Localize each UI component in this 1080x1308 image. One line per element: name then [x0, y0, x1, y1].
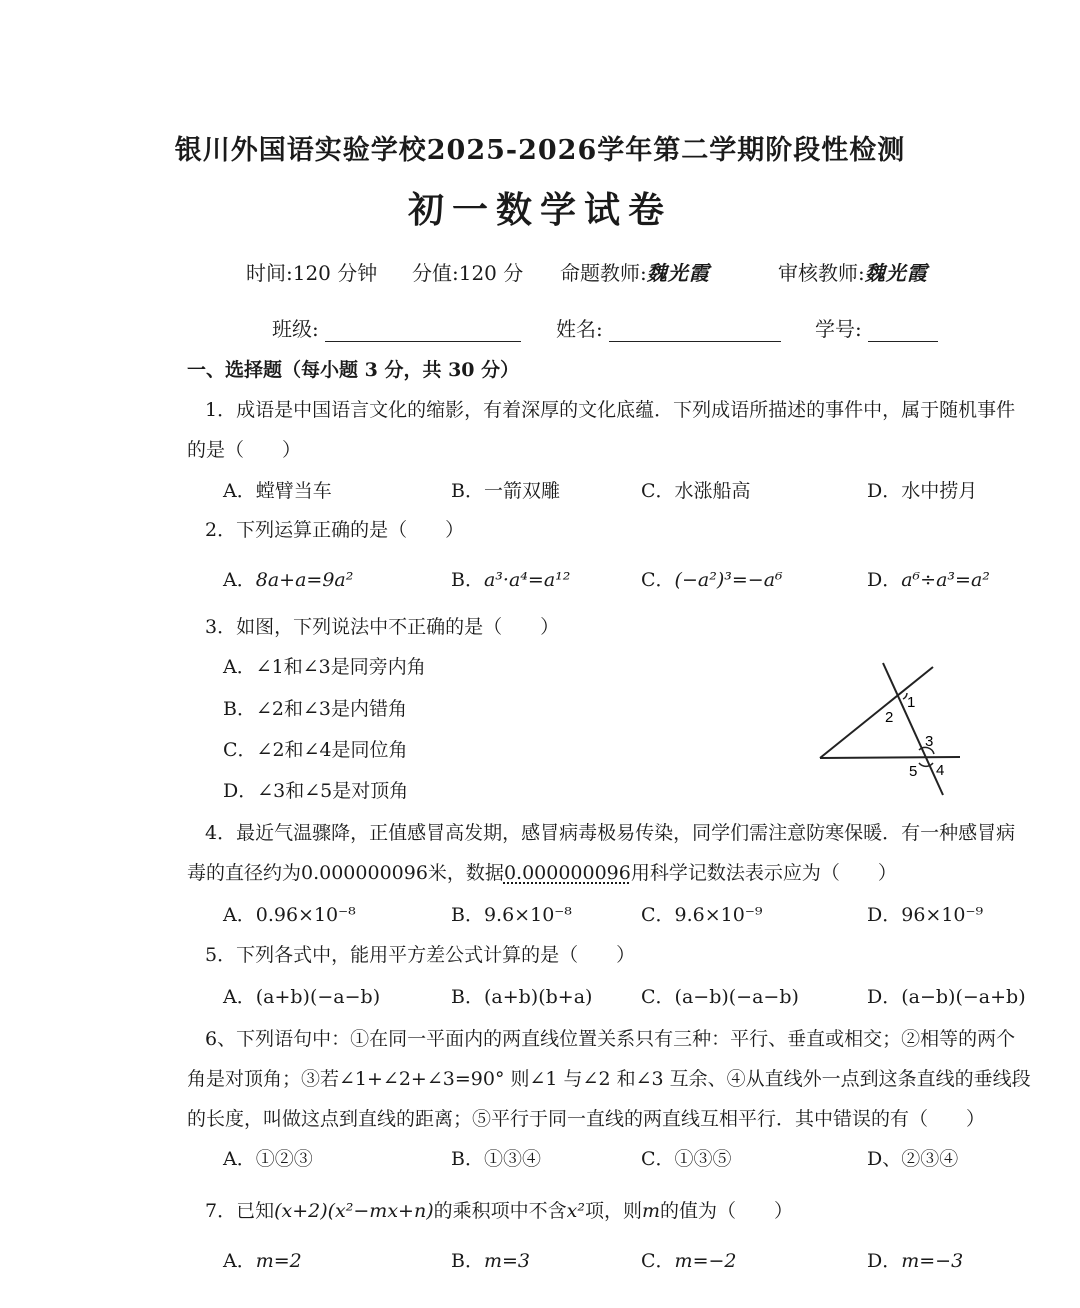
q7-stem-part-a: 7．已知: [205, 1200, 275, 1222]
q1-option-d: D．水中捞月: [867, 480, 978, 502]
q2-option-c-math: (−a²)³=−a⁶: [674, 569, 783, 591]
q7-variable: m: [641, 1200, 661, 1222]
reviewer-label: 审核教师:: [778, 261, 865, 285]
name-label: 姓名:: [556, 317, 603, 341]
q7-option-b: [451, 1246, 530, 1273]
q7-stem: [205, 1196, 793, 1223]
q2-option-b: [451, 565, 570, 592]
q3-option-d: D．∠3和∠5是对顶角: [223, 780, 409, 802]
q6-option-b: B．①③④: [451, 1148, 541, 1170]
q4-option-c-letter: C．: [641, 904, 675, 926]
q6-option-a: A．①②③: [223, 1148, 313, 1170]
q2-option-d-math: a⁶÷a³=a²: [901, 569, 990, 591]
class-field: [272, 313, 521, 342]
q7-expression: (x+2)(x²−mx+n): [274, 1200, 434, 1222]
setter-signature: 魏光霞: [646, 261, 710, 285]
q4-option-c: [641, 900, 763, 927]
q2-option-d: [867, 565, 990, 592]
q1-stem: 1．成语是中国语言文化的缩影，有着深厚的文化底蕴．下列成语所描述的事件中，属于随机事件: [205, 399, 1016, 421]
q4-option-d-math: 96×10⁻⁹: [901, 904, 984, 926]
class-label: 班级:: [272, 317, 319, 341]
angle-label-5: 5: [909, 763, 918, 780]
q6-stem-cont-2: 的长度，叫做这点到直线的距离；⑤平行于同一直线的两直线互相平行．其中错误的有（ ）: [187, 1108, 986, 1130]
reviewer-signature: 魏光霞: [864, 261, 928, 285]
reviewer-info: [778, 257, 928, 286]
q3-option-a: A．∠1和∠3是同旁内角: [223, 656, 426, 678]
q7-option-c-letter: C．: [641, 1250, 675, 1272]
q4-option-a: [223, 900, 356, 927]
q7-option-d-letter: D．: [867, 1250, 902, 1272]
q3-option-c: C．∠2和∠4是同位角: [223, 739, 408, 761]
name-field: [556, 313, 781, 342]
q7-option-a-letter: A．: [223, 1250, 256, 1272]
setter-label: 命题教师:: [560, 261, 647, 285]
q4-stem-part-b: 用科学记数法表示应为（ ）: [630, 862, 897, 884]
q4-stem-part-a: 毒的直径约为0.000000096米，数据: [187, 862, 504, 884]
q7-option-b-letter: B．: [451, 1250, 484, 1272]
q5-option-a: A．(a+b)(−a−b): [223, 986, 381, 1008]
q7-term: x²: [566, 1200, 585, 1222]
angle-label-1: 1: [907, 694, 916, 711]
q7-option-a-math: m=2: [255, 1250, 302, 1272]
q3-option-b: B．∠2和∠3是内错角: [223, 698, 407, 720]
q6-option-d: D、②③④: [867, 1148, 959, 1170]
q1-option-a: A．螳臂当车: [223, 480, 332, 502]
angle-label-4: 4: [936, 762, 945, 779]
exam-time: 时间:120 分钟: [246, 261, 378, 285]
q7-option-d: [867, 1246, 963, 1273]
q1-option-c: C．水涨船高: [641, 480, 751, 502]
q7-option-d-math: m=−3: [901, 1250, 964, 1272]
q6-stem: 6、下列语句中：①在同一平面内的两直线位置关系只有三种：平行、垂直或相交；②相等的两个: [205, 1028, 1016, 1050]
q2-option-b-math: a³·a⁴=a¹²: [483, 569, 571, 591]
q2-option-a-math: 8a+a=9a²: [255, 569, 354, 591]
angle-label-3: 3: [925, 733, 934, 750]
q4-stem-cont: [187, 858, 897, 885]
q1-option-b: B．一箭双雕: [451, 480, 560, 502]
setter-info: [560, 257, 710, 286]
student-id-blank: [868, 321, 938, 342]
q7-option-c: [641, 1246, 737, 1273]
q5-option-d: D．(a−b)(−a+b): [867, 986, 1026, 1008]
slanted-line: [820, 667, 933, 758]
q2-option-d-letter: D．: [867, 569, 902, 591]
q4-option-b-math: 9.6×10⁻⁸: [483, 904, 572, 926]
q2-option-c-letter: C．: [641, 569, 675, 591]
q7-option-c-math: m=−2: [674, 1250, 737, 1272]
q1-stem-cont: 的是（ ）: [187, 439, 302, 461]
q2-stem: 2．下列运算正确的是（ ）: [205, 519, 465, 541]
school-title: 银川外国语实验学校2025-2026学年第二学期阶段性检测: [174, 135, 906, 166]
q7-option-a: [223, 1246, 302, 1273]
q2-option-c: [641, 565, 783, 592]
q7-stem-part-b: 的乘积项中不含: [433, 1200, 567, 1222]
q4-option-b-letter: B．: [451, 904, 484, 926]
paper-title: 初一数学试卷: [407, 189, 672, 231]
q5-option-b: B．(a+b)(b+a): [451, 986, 593, 1008]
angle-figure: [815, 655, 975, 800]
q5-option-c: C．(a−b)(−a−b): [641, 986, 799, 1008]
q6-stem-cont-1: 角是对顶角；③若∠1+∠2+∠3=90° 则∠1 与∠2 和∠3 互余、④从直线外一点到这条直线的垂线段: [187, 1068, 1031, 1090]
exam-score: 分值:120 分: [412, 261, 524, 285]
q2-option-b-letter: B．: [451, 569, 484, 591]
q4-emphasized-number: 0.000000096: [503, 862, 631, 884]
q4-option-b: [451, 900, 572, 927]
student-id-label: 学号:: [815, 317, 862, 341]
name-blank: [609, 321, 781, 342]
q4-stem: 4．最近气温骤降，正值感冒高发期，感冒病毒极易传染，同学们需注意防寒保暖．有一种感冒病: [205, 822, 1016, 844]
q2-option-a: [223, 565, 353, 592]
student-id-field: [815, 313, 938, 342]
q7-stem-part-d: 的值为（ ）: [660, 1200, 794, 1222]
q4-option-d-letter: D．: [867, 904, 902, 926]
q5-stem: 5．下列各式中，能用平方差公式计算的是（ ）: [205, 944, 636, 966]
angle-arc-4: [919, 763, 933, 766]
q4-option-d: [867, 900, 983, 927]
q4-option-a-math: 0.96×10⁻⁸: [255, 904, 356, 926]
horizontal-line: [820, 757, 960, 758]
angle-label-2: 2: [885, 709, 894, 726]
q4-option-c-math: 9.6×10⁻⁹: [674, 904, 763, 926]
q7-option-b-math: m=3: [483, 1250, 530, 1272]
q6-option-c: C．①③⑤: [641, 1148, 732, 1170]
class-blank: [325, 321, 521, 342]
section-title: 一、选择题（每小题 3 分，共 30 分）: [187, 359, 520, 381]
q7-stem-part-c: 项，则: [584, 1200, 642, 1222]
q2-option-a-letter: A．: [223, 569, 256, 591]
q4-option-a-letter: A．: [223, 904, 256, 926]
q3-stem: 3．如图，下列说法中不正确的是（ ）: [205, 616, 560, 638]
